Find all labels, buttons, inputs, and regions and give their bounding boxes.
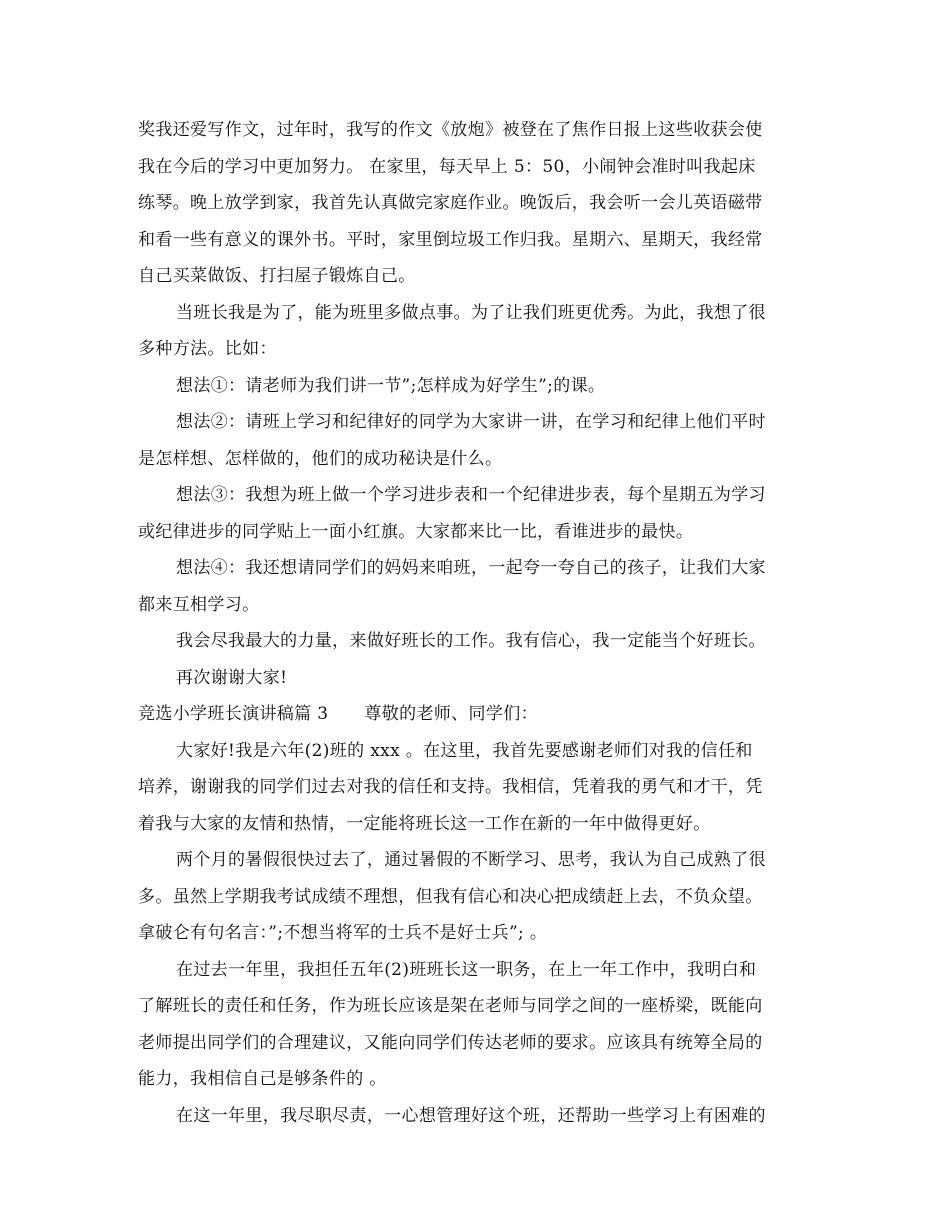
text-line: 自己买菜做饭、打扫屋子锻炼自己。 xyxy=(138,266,416,286)
paragraph-start-line: 我会尽我最大的力量，来做好班长的工作。我有信心，我一定能当个好班长。 xyxy=(176,631,766,651)
paragraph-start-line: 两个月的暑假很快过去了，通过暑假的不断学习、思考，我认为自己成熟了很 xyxy=(176,850,766,870)
text-line: 能力，我相信自己是够条件的 。 xyxy=(138,1069,387,1089)
text-line: 培养，谢谢我的同学们过去对我的信任和支持。我相信，凭着我的勇气和才干，凭 xyxy=(138,777,763,797)
greeting: 尊敬的老师、同学们： xyxy=(364,704,538,724)
text-line: 多。虽然上学期我考试成绩不理想，但我有信心和决心把成绩赶上去，不负众望。 xyxy=(138,886,763,907)
text-line: 拿破仑有句名言：”;不想当将军的士兵不是好士兵”; 。 xyxy=(138,923,548,943)
paragraph-start-line: 在这一年里，我尽职尽责，一心想管理好这个班，还帮助一些学习上有困难的 xyxy=(176,1105,766,1126)
text-line: 老师提出同学们的合理建议，又能向同学们传达老师的要求。应该具有统筹全局的 xyxy=(138,1032,763,1053)
text-line: 奖我还爱写作文，过年时，我写的作文《放炮》被登在了焦作日报上这些收获会使 xyxy=(138,120,763,140)
paragraph-start-line: 在过去一年里，我担任五年(2)班班长这一职务，在上一年工作中，我明白和 xyxy=(176,959,757,980)
idea-4-line: 想法④：我还想请同学们的妈妈来咱班，一起夸一夸自己的孩子，让我们大家 xyxy=(176,558,766,578)
idea-3-line: 想法③：我想为班上做一个学习进步表和一个纪律进步表，每个星期五为学习 xyxy=(176,485,766,505)
paragraph-start-line: 大家好!我是六年(2)班的 xxx 。在这里，我首先要感谢老师们对我的信任和 xyxy=(176,740,753,761)
closing-thanks-line: 再次谢谢大家! xyxy=(176,667,288,688)
section-title: 竞选小学班长演讲稿篇 3 xyxy=(138,704,329,724)
text-line: 了解班长的责任和任务，作为班长应该是架在老师与同学之间的一座桥梁，既能向 xyxy=(138,996,763,1016)
idea-2-line: 想法②：请班上学习和纪律好的同学为大家讲一讲，在学习和纪律上他们平时 xyxy=(176,412,766,432)
section-heading xyxy=(138,696,818,733)
text-line: 都来互相学习。 xyxy=(138,594,260,615)
text-line: 着我与大家的友情和热情，一定能将班长这一工作在新的一年中做得更好。 xyxy=(138,813,711,834)
text-line: 是怎样想、怎样做的，他们的成功秘诀是什么。 xyxy=(138,448,503,469)
text-line: 多种方法。比如： xyxy=(138,339,277,359)
paragraph-start-line: 当班长我是为了，能为班里多做点事。为了让我们班更优秀。为此，我想了很 xyxy=(176,302,766,323)
text-line: 练琴。晚上放学到家，我首先认真做完家庭作业。晚饭后，我会听一会儿英语磁带 xyxy=(138,193,763,213)
text-line: 我在今后的学习中更加努力。 在家里，每天早上 5：50，小闹钟会准时叫我起床 xyxy=(138,156,756,177)
text-line: 或纪律进步的同学贴上一面小红旗。大家都来比一比，看谁进步的最快。 xyxy=(138,521,694,542)
document-body xyxy=(138,112,818,1134)
idea-1-line: 想法①：请老师为我们讲一节”;怎样成为好学生”;的课。 xyxy=(176,375,606,396)
text-line: 和看一些有意义的课外书。平时，家里倒垃圾工作归我。星期六、星期天，我经常 xyxy=(138,229,763,250)
